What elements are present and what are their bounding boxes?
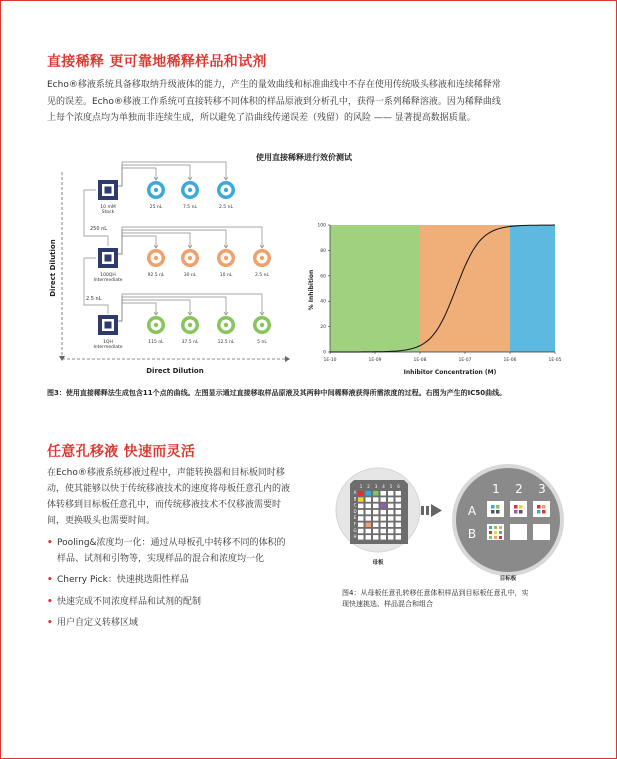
section1-paragraph [47, 77, 501, 127]
list-item-text: 快速完成不同浓度样品和试剂的配制 [57, 596, 202, 607]
chart-band [510, 225, 555, 352]
transfer-droplet [499, 531, 502, 534]
stock-label: Stock [101, 210, 115, 215]
x-axis-arrow [285, 356, 290, 362]
source-well [381, 529, 387, 534]
caption-line: 现快速挑选、样品混合和组合 [342, 600, 433, 608]
plate-row-label: F [353, 521, 357, 527]
source-well [358, 523, 364, 528]
transfer-droplet [491, 510, 495, 514]
well-volume-label: 2.5 nL [219, 205, 233, 210]
x-tick-label: 1E-09 [368, 358, 382, 363]
dilution-well-core [260, 256, 264, 260]
plate-col-label: 6 [397, 484, 400, 489]
target-well [487, 501, 504, 517]
source-well [388, 516, 394, 521]
source-well [381, 497, 387, 502]
transfer-droplet [537, 510, 541, 514]
source-well [381, 523, 387, 528]
stock-label: 100QH [100, 273, 116, 278]
transfer-droplet [519, 505, 523, 509]
bullet-marker: • [47, 538, 53, 548]
x-tick-label: 1E-05 [548, 358, 562, 363]
stock-label: Intermediate [93, 345, 123, 350]
list-item-text: 用户自定义转移区域 [57, 618, 139, 628]
source-well [358, 535, 364, 540]
list-item [47, 616, 332, 632]
para-line: 体转移到目标板任意孔中，而传统移液技术不仅移液需要时 [47, 500, 282, 510]
zoom-row-label: B [467, 527, 477, 541]
figure-title: 使用直接稀释进行效价测试 [256, 153, 352, 162]
transfer-droplet [496, 510, 500, 514]
source-well [366, 523, 372, 528]
transfer-droplet [542, 505, 546, 509]
feature-list [47, 536, 332, 638]
transfer-droplet [494, 526, 497, 529]
source-well [381, 504, 387, 509]
transfer-droplet [499, 526, 502, 529]
source-well [373, 529, 379, 534]
zoom-col-label: 2 [515, 482, 523, 496]
source-well [381, 535, 387, 540]
plate-row-label: B [353, 496, 357, 502]
source-well [373, 510, 379, 515]
section1-heading: 直接稀释 更可靠地稀释样品和试剂 [47, 54, 267, 70]
source-well [358, 516, 364, 521]
plate-col-label: 5 [389, 484, 393, 489]
y-axis-title: % Inhibition [308, 269, 315, 311]
dilution-well-core [224, 256, 228, 260]
well-volume-label: 7.5 nL [183, 205, 197, 210]
source-well [396, 491, 402, 496]
para-line: 间，更换吸头也需要时间。 [47, 516, 156, 526]
y-tick-label: 80 [320, 248, 326, 254]
dilution-figure [0, 140, 617, 380]
figure4-caption [342, 588, 577, 610]
transfer-line [118, 230, 226, 254]
x-tick-label: 1E-08 [413, 358, 427, 363]
chart-band [330, 225, 420, 352]
well-volume-label: 115 nL [148, 340, 164, 345]
source-well [396, 523, 402, 528]
para-line: 见的误差。Echo®移液工作系统可直接转移不同体积的样品原液到分析孔中，获得一系列稀释溶液。因为稀释曲线 [47, 96, 501, 107]
source-well [366, 504, 372, 509]
transfer-droplet [489, 536, 492, 539]
plate-col-label: 4 [382, 484, 385, 489]
transfer-volume: 2.5 nL [86, 296, 102, 302]
dilution-well-core [224, 323, 228, 327]
transfer-droplet [514, 505, 518, 509]
well-volume-label: 12.5 nL [217, 340, 235, 345]
transfer-line [118, 162, 226, 186]
transfer-droplet [489, 526, 492, 529]
list-item [47, 595, 332, 611]
x-tick-label: 1E-07 [458, 358, 472, 363]
x-tick-label: 1E-06 [503, 358, 517, 363]
source-well [388, 535, 394, 540]
target-well [510, 501, 527, 517]
plate-row-label: A [353, 490, 357, 495]
y-tick-label: 0 [323, 350, 326, 356]
source-well [373, 491, 379, 496]
source-well [358, 510, 364, 515]
transfer-droplet [494, 536, 497, 539]
source-well [388, 497, 394, 502]
transfer-volume: 250 nL [90, 226, 108, 232]
source-well [396, 504, 402, 509]
source-well [396, 535, 402, 540]
arrow-bar [421, 506, 424, 515]
list-item [47, 536, 332, 567]
source-well [366, 497, 372, 502]
bullet-marker: • [47, 596, 53, 607]
stock-well-core [105, 187, 112, 194]
source-well [373, 535, 379, 540]
y-tick-label: 40 [320, 299, 326, 305]
dilution-well-core [154, 256, 158, 260]
para-line: 动，使其能够以快于传统移液技术的速度将母板任意孔内的液 [47, 484, 291, 494]
source-well [366, 491, 372, 496]
dilution-well-core [260, 323, 264, 327]
target-well [510, 524, 527, 540]
list-item-text: Pooling&浓度均一化：通过从母板孔中转移不同的体积的 [57, 538, 286, 548]
arrow-bar [426, 506, 429, 515]
transfer-line [118, 297, 226, 321]
source-well [388, 510, 394, 515]
plate-transfer-figure [330, 455, 570, 590]
transfer-droplet [519, 510, 523, 514]
stock-label: 1QH [103, 340, 113, 345]
dilution-well-core [188, 188, 192, 192]
plate-col-label: 1 [359, 484, 363, 489]
target-plate-label: 目标板 [499, 576, 517, 582]
x-tick-label: 1E-10 [323, 358, 337, 363]
source-well [358, 504, 364, 509]
list-item-text: Cherry Pick：快速挑选阳性样品 [57, 575, 189, 585]
list-item-text: 样品、试剂和引物等，实现样品的混合和浓度均一化 [57, 553, 265, 564]
stock-label: Intermediate [93, 278, 123, 283]
transfer-droplet [542, 510, 546, 514]
x-axis-label: Direct Dilution [146, 367, 204, 375]
dilution-well-core [154, 323, 158, 327]
plate-row-label: D [353, 508, 357, 514]
x-axis-title: Inhibitor Concentration (M) [403, 369, 497, 376]
source-well [381, 516, 387, 521]
plate-row-label: E [353, 515, 357, 521]
source-well [358, 497, 364, 502]
well-volume-label: 10 nL [219, 273, 233, 278]
dilution-diagram [49, 162, 290, 375]
plate-col-label: 3 [374, 484, 378, 489]
well-volume-label: 92.5 nL [147, 273, 165, 278]
source-well [373, 516, 379, 521]
transfer-droplet [514, 510, 518, 514]
source-plate-label: 母板 [372, 560, 384, 566]
y-axis-arrow [59, 356, 65, 361]
dilution-well-core [154, 188, 158, 192]
stock-well-core [105, 322, 112, 329]
stock-well-core [105, 255, 112, 262]
source-well [396, 529, 402, 534]
source-well [373, 497, 379, 502]
chart-band [420, 225, 510, 352]
target-well [533, 524, 550, 540]
section2-paragraph [47, 465, 290, 529]
well-volume-label: 5 nL [257, 340, 267, 345]
y-tick-label: 100 [317, 223, 326, 229]
transfer-arrow-icon [431, 504, 442, 517]
source-well [366, 529, 372, 534]
transfer-droplet [537, 505, 541, 509]
y-axis-label: Direct Dilution [49, 239, 57, 297]
source-well [396, 497, 402, 502]
bullet-marker: • [47, 618, 53, 628]
section2-heading: 任意孔移液 快速而灵活 [47, 444, 196, 460]
target-well [533, 501, 550, 517]
plate-row-label: C [353, 502, 357, 508]
plate-row-label: G [353, 527, 357, 533]
source-well [366, 510, 372, 515]
source-well [388, 529, 394, 534]
well-volume-label: 37.5 nL [181, 340, 199, 345]
source-well [373, 504, 379, 509]
dilution-well-core [188, 256, 192, 260]
para-line: 上每个浓度点均为单独而非连续生成，所以避免了沿曲线传递误差（残留）的风险 —— 显著提高数据质量。 [47, 113, 476, 123]
source-well [396, 510, 402, 515]
stock-label: 10 mM [100, 205, 116, 210]
transfer-droplet [491, 505, 495, 509]
source-well [388, 491, 394, 496]
figure3-caption: 图3：使用直接稀释法生成包含11个点的曲线。左图显示通过直接移取样品原液及其两种中间稀释液获得所需浓度的过程。右图为产生的IC50曲线。 [47, 389, 507, 397]
y-tick-label: 60 [320, 274, 326, 280]
source-well [358, 529, 364, 534]
y-tick-label: 20 [320, 325, 326, 331]
plate-col-label: 2 [367, 484, 370, 489]
transfer-droplet [496, 505, 500, 509]
source-well [396, 516, 402, 521]
source-well [388, 504, 394, 509]
caption-line: 图4：从母板任意孔转移任意体积样品到目标板任意孔中，实 [342, 589, 529, 597]
para-line: Echo®移液系统具备移取纳升级液体的能力，产生的量效曲线和标准曲线中不存在使用传统吸头移液和连续稀释常 [47, 80, 501, 90]
dilution-well-core [224, 188, 228, 192]
source-well [381, 491, 387, 496]
well-volume-label: 30 nL [183, 273, 197, 278]
well-volume-label: 2.5 nL [255, 273, 269, 278]
well-volume-label: 25 nL [149, 205, 163, 210]
transfer-droplet [494, 531, 497, 534]
list-item [47, 573, 332, 589]
bullet-marker: • [47, 575, 53, 585]
ic50-chart [308, 223, 562, 377]
zoom-col-label: 3 [538, 482, 546, 496]
source-well [366, 516, 372, 521]
zoom-col-label: 1 [492, 482, 500, 496]
transfer-droplet [499, 536, 502, 539]
source-well [381, 510, 387, 515]
zoom-row-label: A [467, 504, 477, 518]
source-well [388, 523, 394, 528]
source-well [373, 523, 379, 528]
transfer-droplet [489, 531, 492, 534]
source-well [358, 491, 364, 496]
source-well [366, 535, 372, 540]
plate-row-label: H [353, 534, 357, 540]
para-line: 在Echo®移液系统移液过程中，声能转换器和目标板同时移 [47, 468, 285, 478]
dilution-well-core [188, 323, 192, 327]
